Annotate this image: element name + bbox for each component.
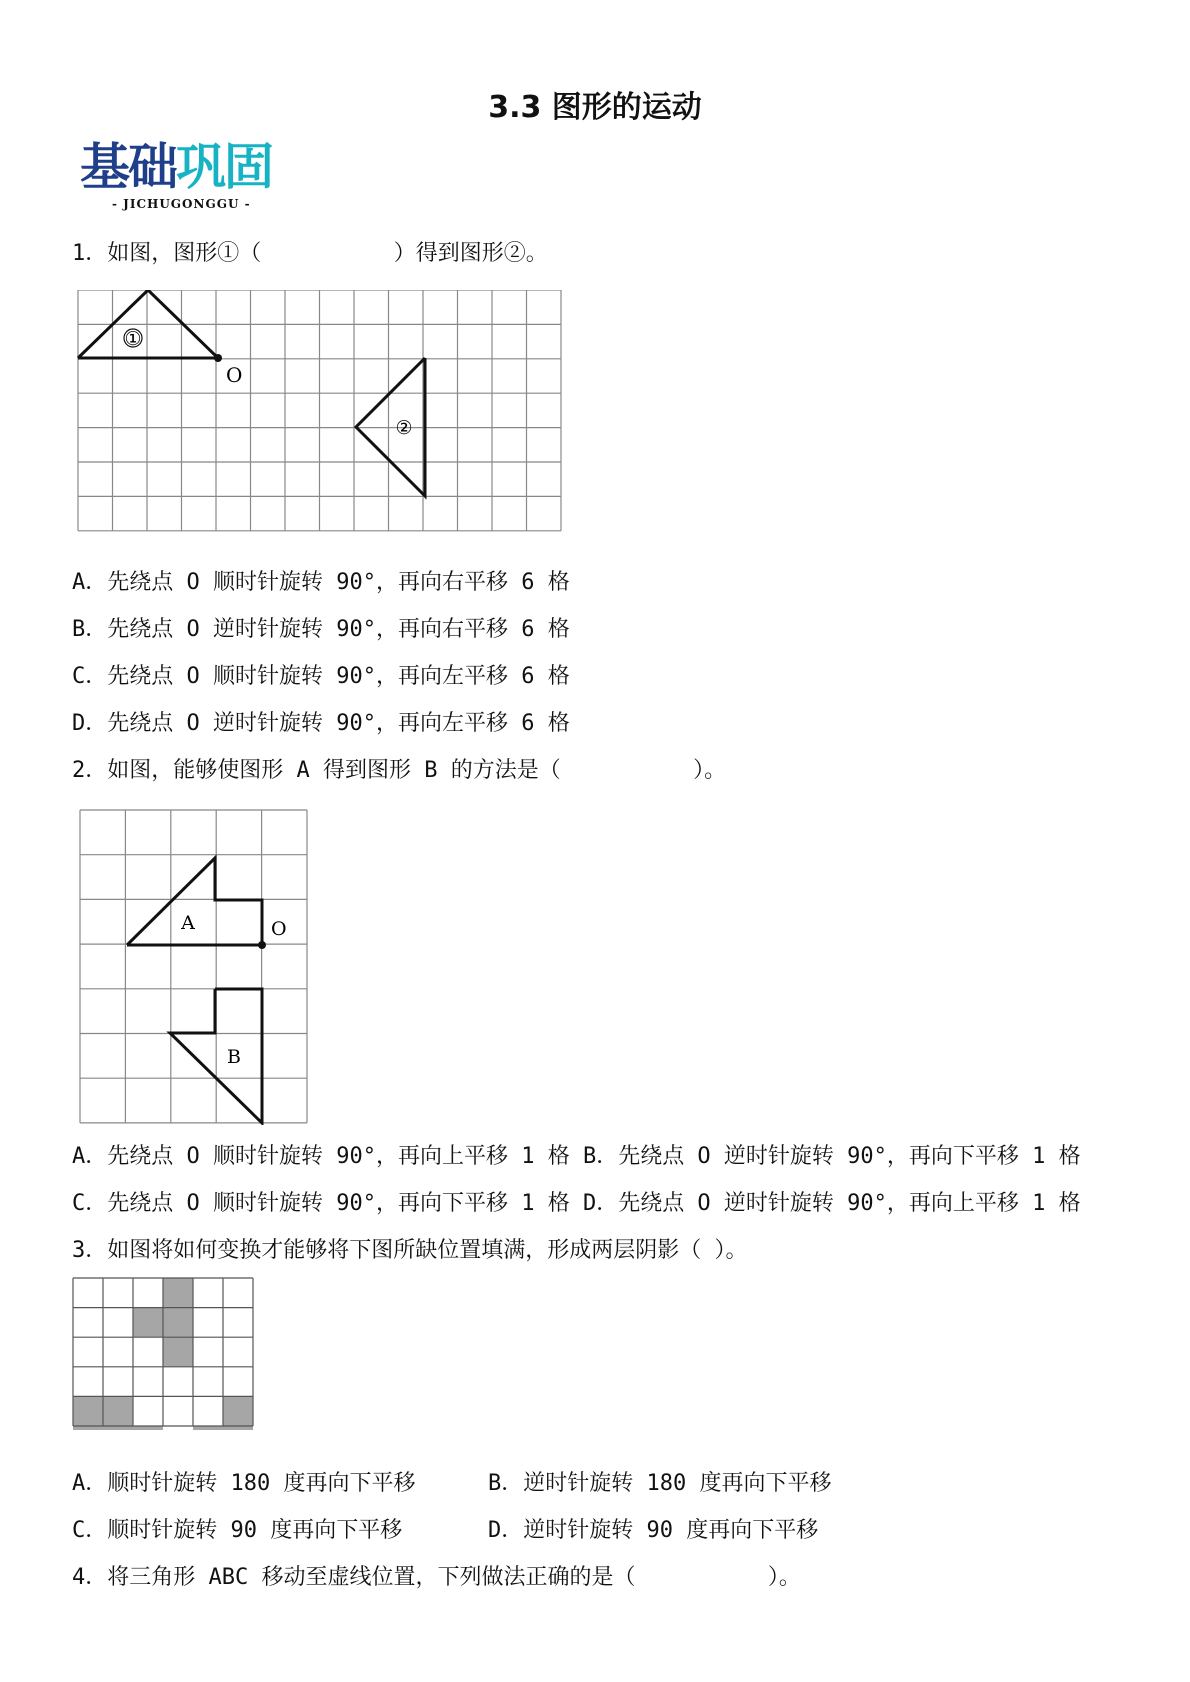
page-title: 3.3 图形的运动 bbox=[488, 90, 702, 125]
q1-label-o: O bbox=[226, 363, 243, 387]
q1-option-b: B．先绕点 O 逆时针旋转 90°，再向右平移 6 格 bbox=[72, 617, 570, 642]
shaded-cell bbox=[133, 1308, 163, 1338]
q2-grid bbox=[80, 810, 307, 1123]
q3-option-c: C．顺时针旋转 90 度再向下平移 bbox=[72, 1518, 403, 1543]
q2-figure bbox=[72, 805, 322, 1125]
q1-option-a: A．先绕点 O 顺时针旋转 90°，再向右平移 6 格 bbox=[72, 570, 570, 595]
q1-option-c: C．先绕点 O 顺时针旋转 90°，再向左平移 6 格 bbox=[72, 664, 570, 689]
shaded-cell bbox=[73, 1396, 103, 1426]
shaded-cell bbox=[163, 1308, 193, 1338]
q1-figure bbox=[70, 290, 570, 540]
q2-label-o: O bbox=[271, 918, 287, 940]
q2-point-o bbox=[258, 941, 266, 949]
logo-text-a: 基础 bbox=[80, 138, 176, 196]
section-logo bbox=[80, 138, 272, 196]
q2-options-row-2: C．先绕点 O 顺时针旋转 90°，再向下平移 1 格 D．先绕点 O 逆时针旋转 90°，再向上平移 1 格 bbox=[72, 1191, 1081, 1216]
shaded-cell bbox=[223, 1396, 253, 1426]
q4-stem: 4．将三角形 ABC 移动至虚线位置，下列做法正确的是（ ）。 bbox=[72, 1565, 801, 1590]
shaded-cell bbox=[163, 1337, 193, 1367]
logo-subtitle: - JICHUGONGGU - bbox=[112, 197, 251, 211]
q1-label-2: ② bbox=[395, 417, 413, 439]
shaded-cell bbox=[163, 1278, 193, 1308]
q1-option-d: D．先绕点 O 逆时针旋转 90°，再向左平移 6 格 bbox=[72, 711, 570, 736]
q3-option-b: B．逆时针旋转 180 度再向下平移 bbox=[488, 1471, 832, 1496]
q1-point-o bbox=[214, 354, 222, 362]
q1-grid bbox=[78, 290, 561, 531]
q2-label-b: B bbox=[227, 1046, 241, 1068]
q3-figure bbox=[72, 1277, 258, 1430]
q3-stem: 3．如图将如何变换才能够将下图所缺位置填满，形成两层阴影（ ）。 bbox=[72, 1238, 748, 1263]
q2-stem: 2．如图，能够使图形 A 得到图形 B 的方法是（ ）。 bbox=[72, 758, 727, 783]
q3-option-a: A．顺时针旋转 180 度再向下平移 bbox=[72, 1471, 416, 1496]
q1-stem: 1．如图，图形①（ ）得到图形②。 bbox=[72, 241, 548, 266]
logo-text-b: 巩固 bbox=[176, 138, 272, 196]
q1-label-1: ① bbox=[124, 328, 142, 350]
q2-label-a: A bbox=[181, 912, 195, 934]
q2-options-row-1: A．先绕点 O 顺时针旋转 90°，再向上平移 1 格 B．先绕点 O 逆时针旋转 90°，再向下平移 1 格 bbox=[72, 1144, 1081, 1169]
shaded-cell bbox=[103, 1396, 133, 1426]
q3-option-d: D．逆时针旋转 90 度再向下平移 bbox=[488, 1518, 819, 1543]
